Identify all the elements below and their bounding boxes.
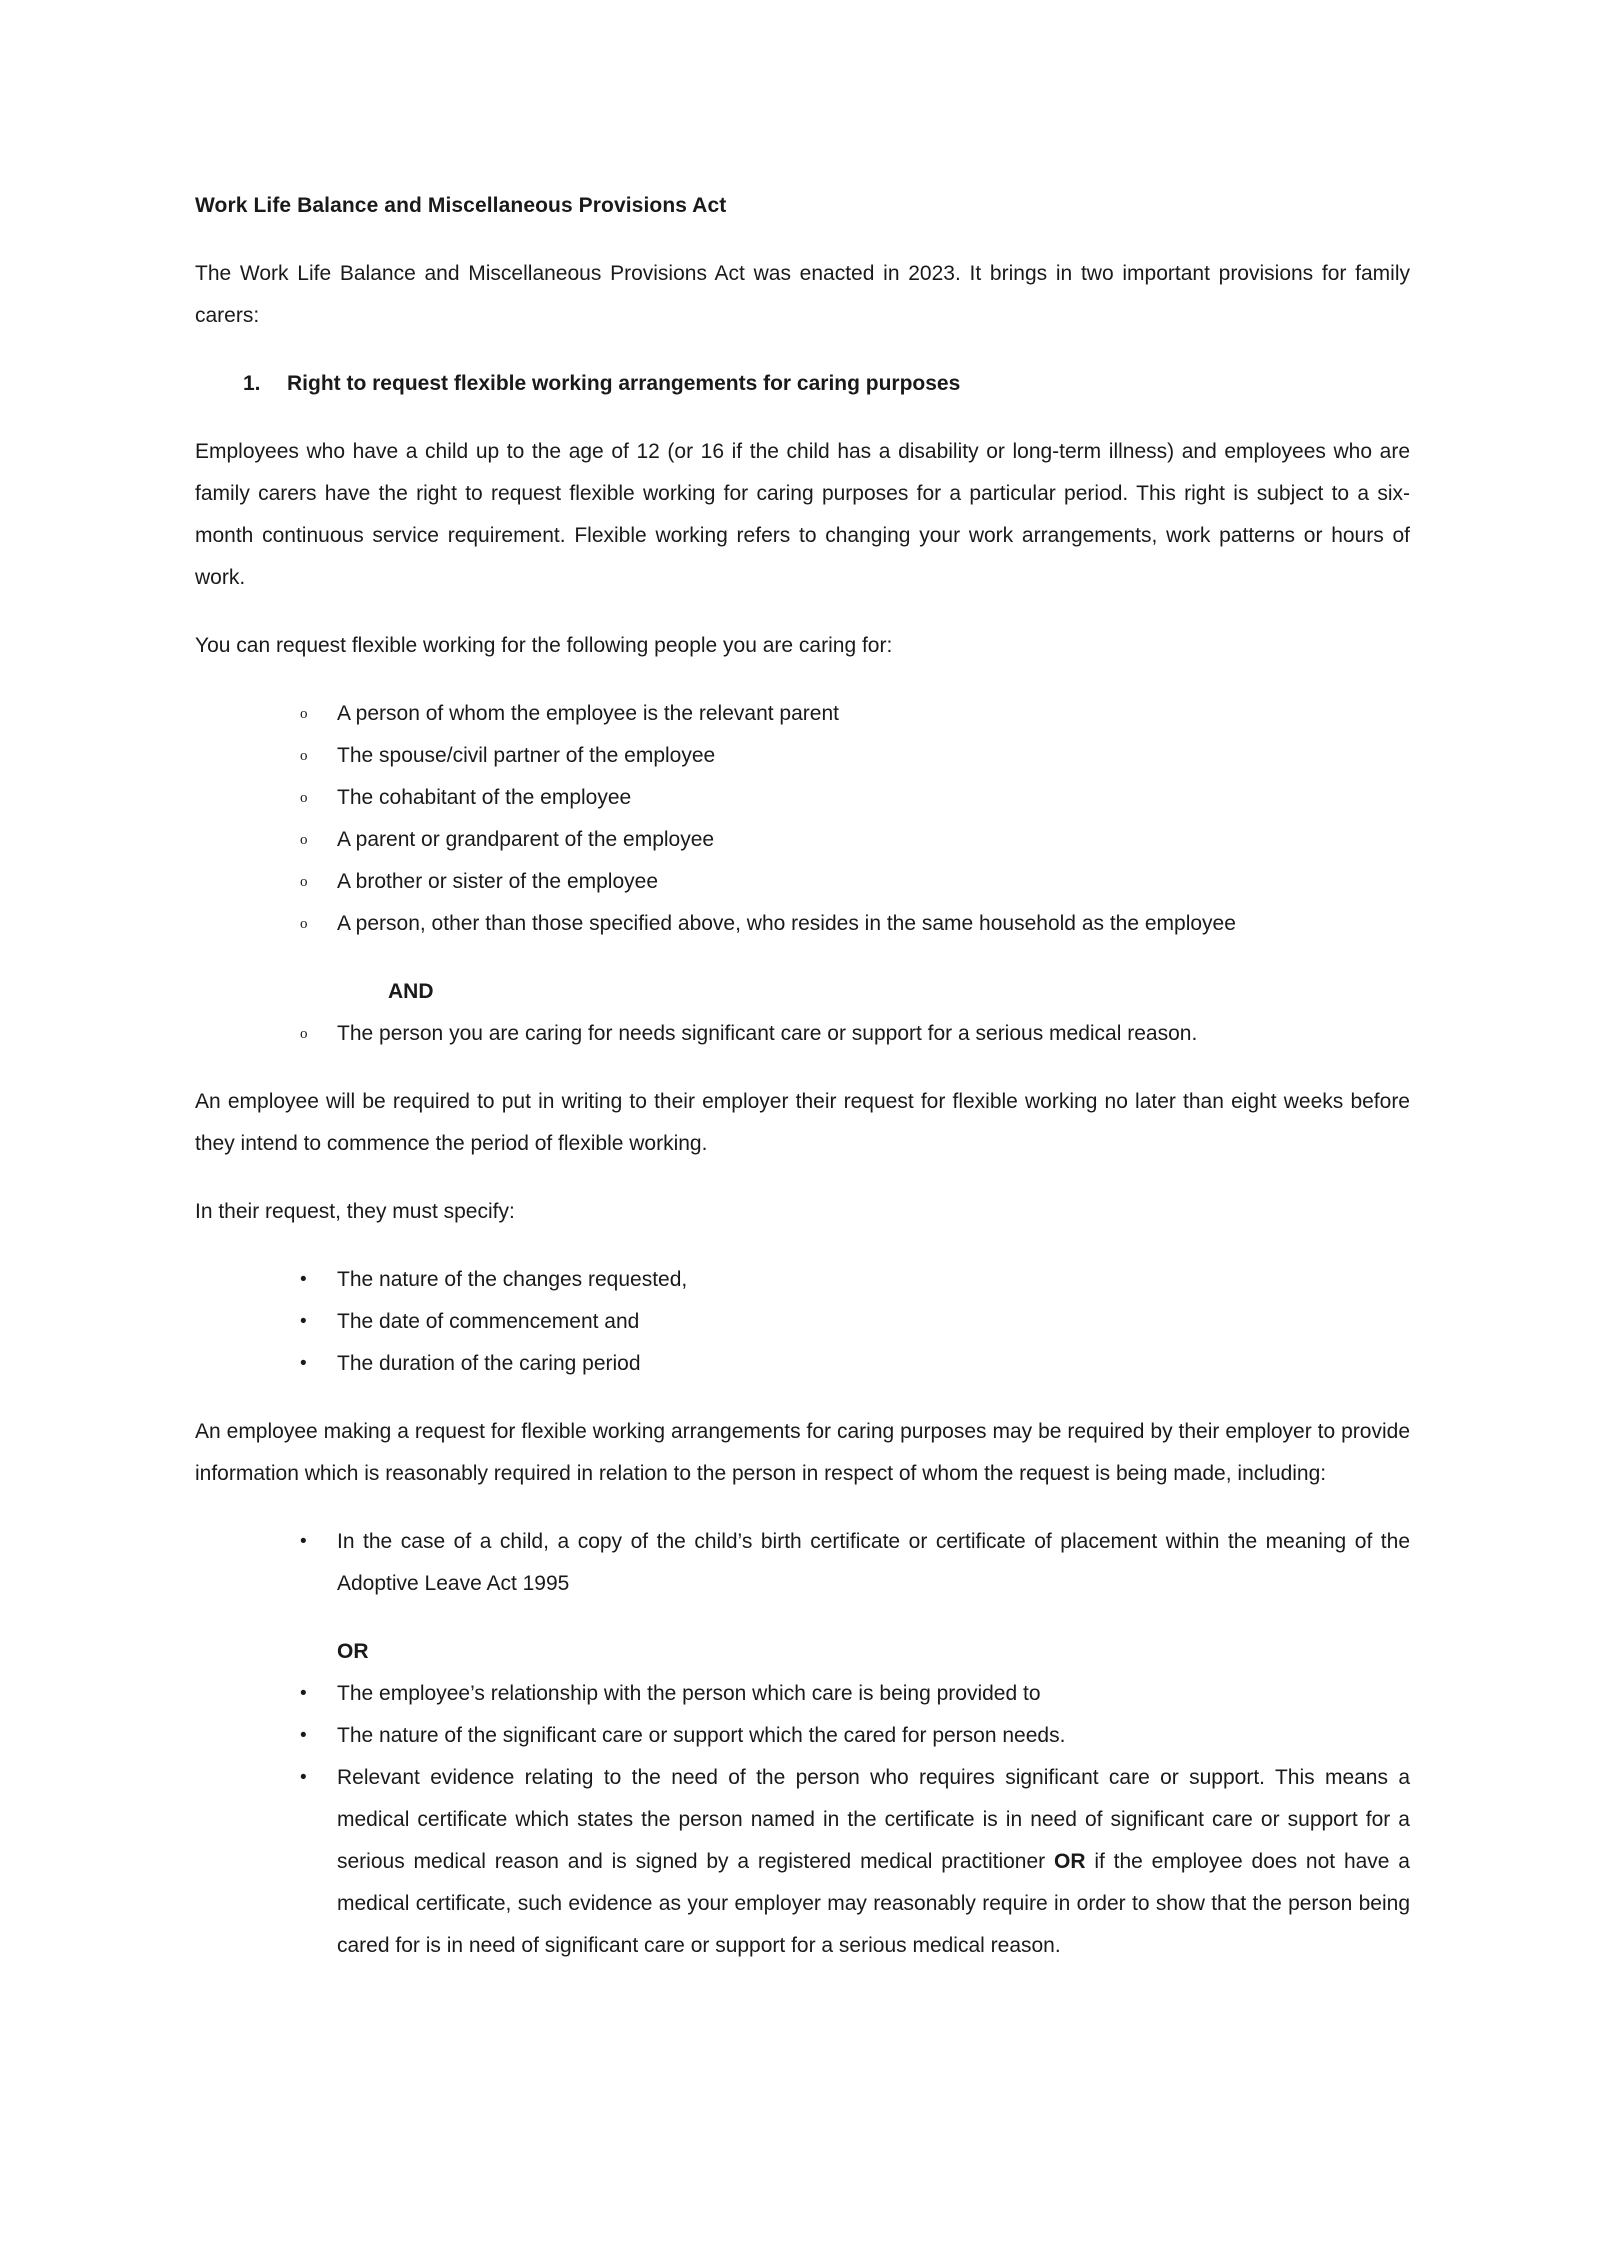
list-item <box>195 861 1410 903</box>
information-list-before-or <box>195 1521 1410 1605</box>
connector-or: OR <box>337 1640 369 1663</box>
hollow-circle-bullet-icon: o <box>300 748 308 764</box>
list-item <box>195 1013 1410 1055</box>
list-item-label: In the case of a child, a copy of the child’s birth certificate or certificate of placement within the meaning of the Adoptive Leave Act 1995 <box>337 1530 1410 1595</box>
page-title: Work Life Balance and Miscellaneous Provisions Act <box>195 194 727 217</box>
section-1-heading <box>195 363 1410 405</box>
list-item <box>195 1301 1410 1343</box>
section-1-paragraph-1: Employees who have a child up to the age of 12 (or 16 if the child has a disability or long-term illness) and employees who are family carers have the right to request flexible working for caring purposes for a particular period. This right is subject to a six-month continuous service requirement. Flexible working refers to changing your work arrangements, work patterns or hours of work. <box>195 440 1410 589</box>
section-1-paragraph-5: An employee making a request for flexible working arrangements for caring purposes may be required by their employer to provide information which is reasonably required in relation to the person in respect of whom the request is being made, including: <box>195 1420 1410 1485</box>
final-bullet-text <box>337 1757 1410 1967</box>
hollow-circle-bullet-icon: o <box>300 916 308 932</box>
filled-bullet-icon: • <box>300 1269 307 1290</box>
list-item <box>195 1673 1410 1715</box>
list-item <box>195 1521 1410 1605</box>
list-item <box>195 903 1410 945</box>
section-number: 1. <box>243 372 261 395</box>
list-item-label: The spouse/civil partner of the employee <box>337 744 716 767</box>
must-specify-list <box>195 1259 1410 1385</box>
list-item-label: The employee’s relationship with the person which care is being provided to <box>337 1682 1041 1705</box>
filled-bullet-icon: • <box>300 1531 307 1552</box>
list-item-label: The duration of the caring period <box>337 1352 641 1375</box>
list-item <box>195 777 1410 819</box>
section-heading-text: Right to request flexible working arrangements for caring purposes <box>287 372 961 395</box>
list-item-label: The date of commencement and <box>337 1310 640 1333</box>
caring-for-list-after-and <box>195 1013 1410 1055</box>
hollow-circle-bullet-icon: o <box>300 832 308 848</box>
list-item-label: The person you are caring for needs significant care or support for a serious medical reason. <box>337 1022 1198 1045</box>
final-bullet-part-2: if the employee does not have a medical certificate, such evidence as your employer may reasonably require in order to show that the person being cared for is in need of significant care or support for a serious medical reason. <box>337 1850 1410 1957</box>
list-item-final <box>195 1757 1410 1967</box>
filled-bullet-icon: • <box>300 1683 307 1704</box>
section-1-paragraph-3: An employee will be required to put in writing to their employer their request for flexible working no later than eight weeks before they intend to commence the period of flexible working. <box>195 1090 1410 1155</box>
hollow-circle-bullet-icon: o <box>300 874 308 890</box>
section-1-paragraph-2: You can request flexible working for the following people you are caring for: <box>195 634 893 657</box>
list-item-label: A parent or grandparent of the employee <box>337 828 715 851</box>
list-item <box>195 1715 1410 1757</box>
information-list-after-or <box>195 1673 1410 1967</box>
intro-paragraph: The Work Life Balance and Miscellaneous Provisions Act was enacted in 2023. It brings in two important provisions for family carers: <box>195 262 1410 327</box>
filled-bullet-icon: • <box>300 1353 307 1374</box>
hollow-circle-bullet-icon: o <box>300 1026 308 1042</box>
filled-bullet-icon: • <box>300 1311 307 1332</box>
list-item <box>195 693 1410 735</box>
list-item <box>195 1259 1410 1301</box>
list-item <box>195 1343 1410 1385</box>
caring-for-list <box>195 693 1410 945</box>
list-item-label: A person of whom the employee is the relevant parent <box>337 702 839 725</box>
list-item-label: The nature of the changes requested, <box>337 1268 688 1291</box>
list-item-label: The cohabitant of the employee <box>337 786 632 809</box>
list-item-label: A person, other than those specified above, who resides in the same household as the employee <box>337 912 1236 935</box>
list-item <box>195 735 1410 777</box>
connector-and: AND <box>388 980 434 1003</box>
section-1-paragraph-4: In their request, they must specify: <box>195 1200 515 1223</box>
hollow-circle-bullet-icon: o <box>300 706 308 722</box>
inline-connector-or: OR <box>1053 1850 1086 1873</box>
filled-bullet-icon: • <box>300 1767 307 1788</box>
list-item <box>195 819 1410 861</box>
final-bullet-part-1: Relevant evidence relating to the need of the person who requires significant care or support. This means a medical certificate which states the person named in the certificate is in need of significant care or support for a serious medical reason and is signed by a registered medical practitioner <box>337 1766 1410 1873</box>
list-item-label: A brother or sister of the employee <box>337 870 658 893</box>
filled-bullet-icon: • <box>300 1725 307 1746</box>
list-item-label: The nature of the significant care or support which the cared for person needs. <box>337 1724 1066 1747</box>
hollow-circle-bullet-icon: o <box>300 790 308 806</box>
